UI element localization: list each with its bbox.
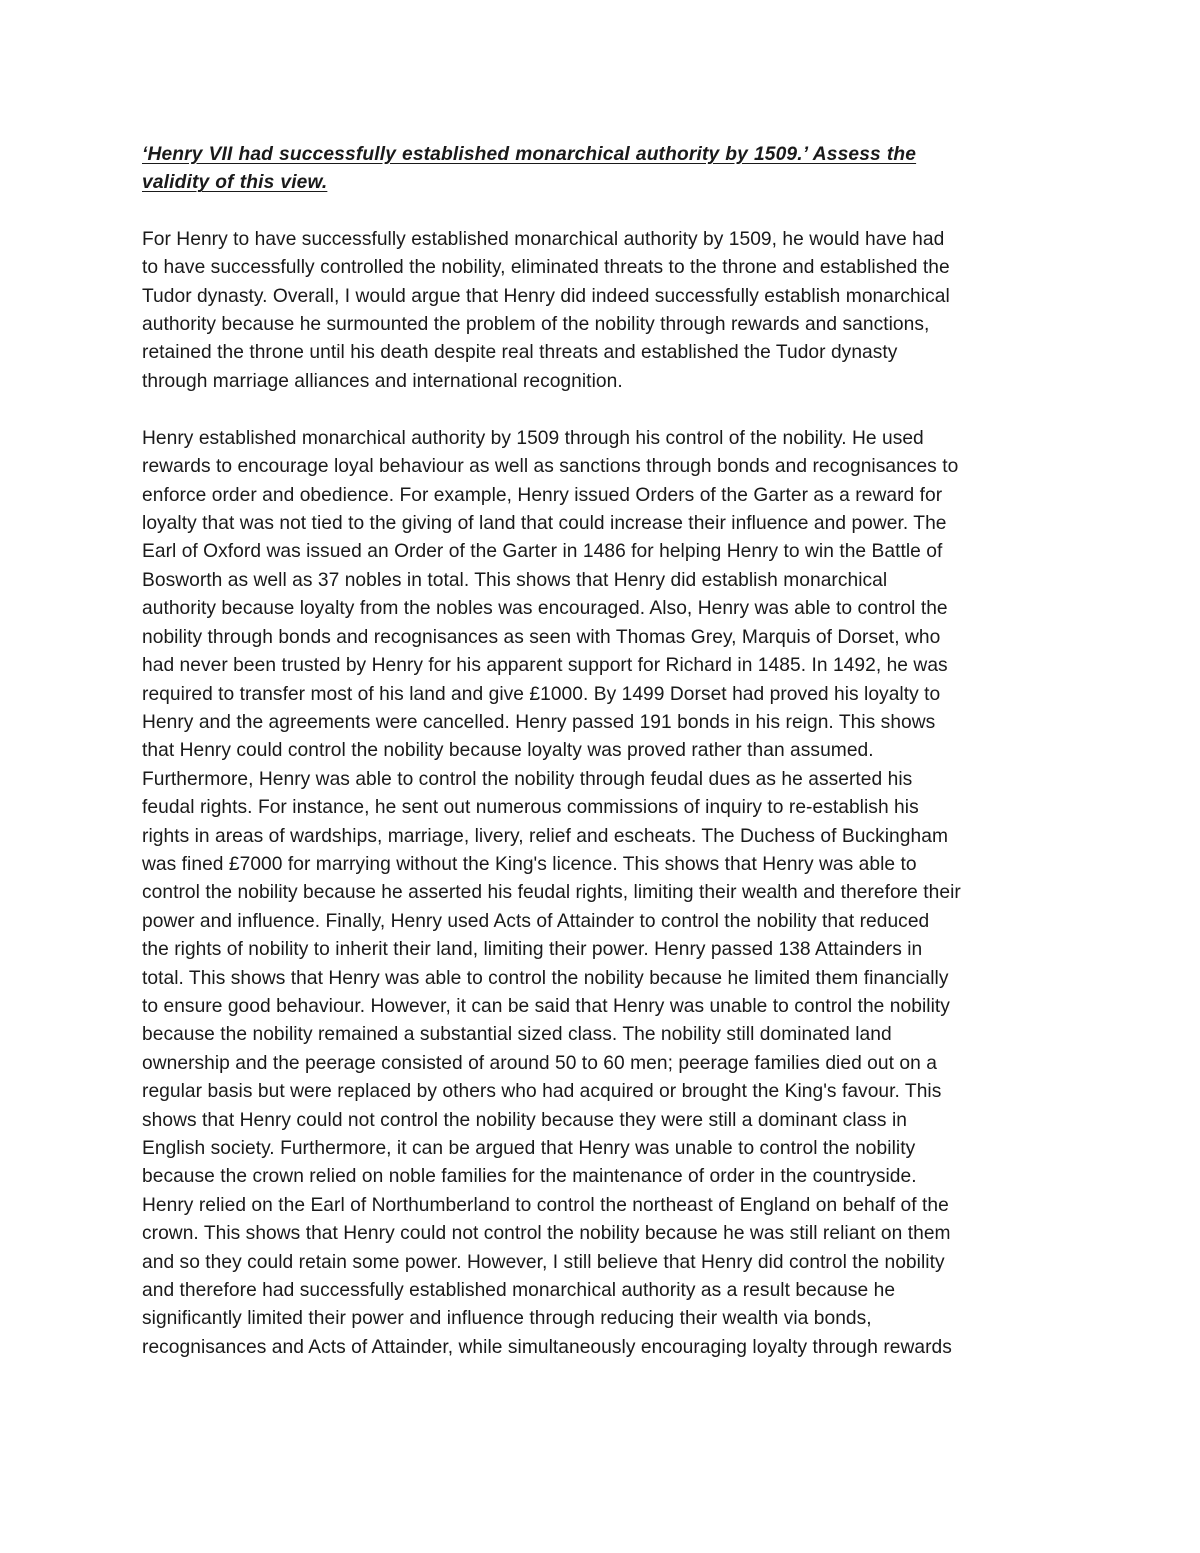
body-line: loyalty that was not tied to the giving of land that could increase their influence and power. The (142, 513, 947, 535)
body-line: required to transfer most of his land and give £1000. By 1499 Dorset had proved his loyalty to (142, 683, 941, 705)
body-line: significantly limited their power and influence through reducing their wealth via bonds, (142, 1308, 872, 1330)
body-line: English society. Furthermore, it can be argued that Henry was unable to control the nobility (142, 1138, 916, 1159)
essay-title-line: validity of this view. (142, 172, 328, 194)
body-line: to ensure good behaviour. However, it can be said that Henry was unable to control the nobility (142, 995, 950, 1017)
body-line: Bosworth as well as 37 nobles in total. This shows that Henry did establish monarchical (142, 569, 888, 591)
intro-line: Tudor dynasty. Overall, I would argue that Henry did indeed successfully establish monarchical (142, 285, 950, 307)
body-line: Furthermore, Henry was able to control the nobility through feudal dues as he asserted his (142, 768, 913, 790)
intro-line: retained the throne until his death despite real threats and established the Tudor dynasty (142, 342, 898, 364)
body-line: and therefore had successfully established monarchical authority as a result because he (142, 1280, 896, 1302)
body-line: Earl of Oxford was issued an Order of the Garter in 1486 for helping Henry to win the Battle of (142, 541, 943, 563)
body-line: was fined £7000 for marrying without the King's licence. This shows that Henry was able to (142, 853, 917, 875)
essay-title-line: ‘Henry VII had successfully established monarchical authority by 1509.’ Assess the (142, 144, 917, 165)
body-line: that Henry could control the nobility because loyalty was proved rather than assumed. (142, 740, 874, 762)
paragraph-spacer (142, 396, 1062, 425)
body-line: enforce order and obedience. For example, Henry issued Orders of the Garter as a reward for (142, 484, 943, 506)
paragraph-spacer (142, 198, 1062, 226)
body-line: regular basis but were replaced by others who had acquired or brought the King's favour. This (142, 1081, 942, 1103)
body-line: had never been trusted by Henry for his apparent support for Richard in 1485. In 1492, he was (142, 655, 948, 677)
body-line: rights in areas of wardships, marriage, livery, relief and escheats. The Duchess of Buckingham (142, 825, 948, 847)
body-paragraph (142, 425, 1062, 1362)
body-line: because the nobility remained a substantial sized class. The nobility still dominated land (142, 1024, 892, 1046)
body-line: crown. This shows that Henry could not control the nobility because he was still reliant on them (142, 1223, 951, 1245)
body-line: feudal rights. For instance, he sent out numerous commissions of inquiry to re-establish his (142, 797, 919, 819)
intro-line: through marriage alliances and international recognition. (142, 370, 623, 392)
body-line: Henry relied on the Earl of Northumberland to control the northeast of England on behalf of the (142, 1194, 949, 1216)
intro-line: to have successfully controlled the nobility, eliminated threats to the throne and established the (142, 257, 950, 279)
intro-paragraph (142, 226, 1062, 396)
essay-title (142, 141, 1062, 198)
body-line: Henry and the agreements were cancelled. Henry passed 191 bonds in his reign. This shows (142, 711, 936, 733)
body-line: Henry established monarchical authority by 1509 through his control of the nobility. He used (142, 427, 924, 449)
intro-line: authority because he surmounted the problem of the nobility through rewards and sanctions, (142, 314, 930, 336)
body-line: total. This shows that Henry was able to control the nobility because he limited them financially (142, 967, 949, 989)
body-line: power and influence. Finally, Henry used Acts of Attainder to control the nobility that reduced (142, 910, 930, 932)
intro-line: For Henry to have successfully established monarchical authority by 1509, he would have had (142, 228, 945, 250)
document-page (142, 141, 1062, 1362)
body-line: rewards to encourage loyal behaviour as well as sanctions through bonds and recognisances to (142, 456, 959, 478)
body-line: recognisances and Acts of Attainder, while simultaneously encouraging loyalty through rewards (142, 1336, 952, 1358)
body-line: authority because loyalty from the nobles was encouraged. Also, Henry was able to control the (142, 598, 948, 620)
body-line: control the nobility because he asserted his feudal rights, limiting their wealth and therefore their (142, 882, 961, 904)
body-line: because the crown relied on noble families for the maintenance of order in the countryside. (142, 1166, 917, 1188)
body-line: and so they could retain some power. However, I still believe that Henry did control the nobility (142, 1251, 945, 1273)
body-line: nobility through bonds and recognisances as seen with Thomas Grey, Marquis of Dorset, who (142, 626, 941, 648)
body-line: ownership and the peerage consisted of around 50 to 60 men; peerage families died out on a (142, 1052, 937, 1074)
body-line: shows that Henry could not control the nobility because they were still a dominant class in (142, 1109, 907, 1131)
body-line: the rights of nobility to inherit their land, limiting their power. Henry passed 138 Attainders in (142, 939, 923, 961)
